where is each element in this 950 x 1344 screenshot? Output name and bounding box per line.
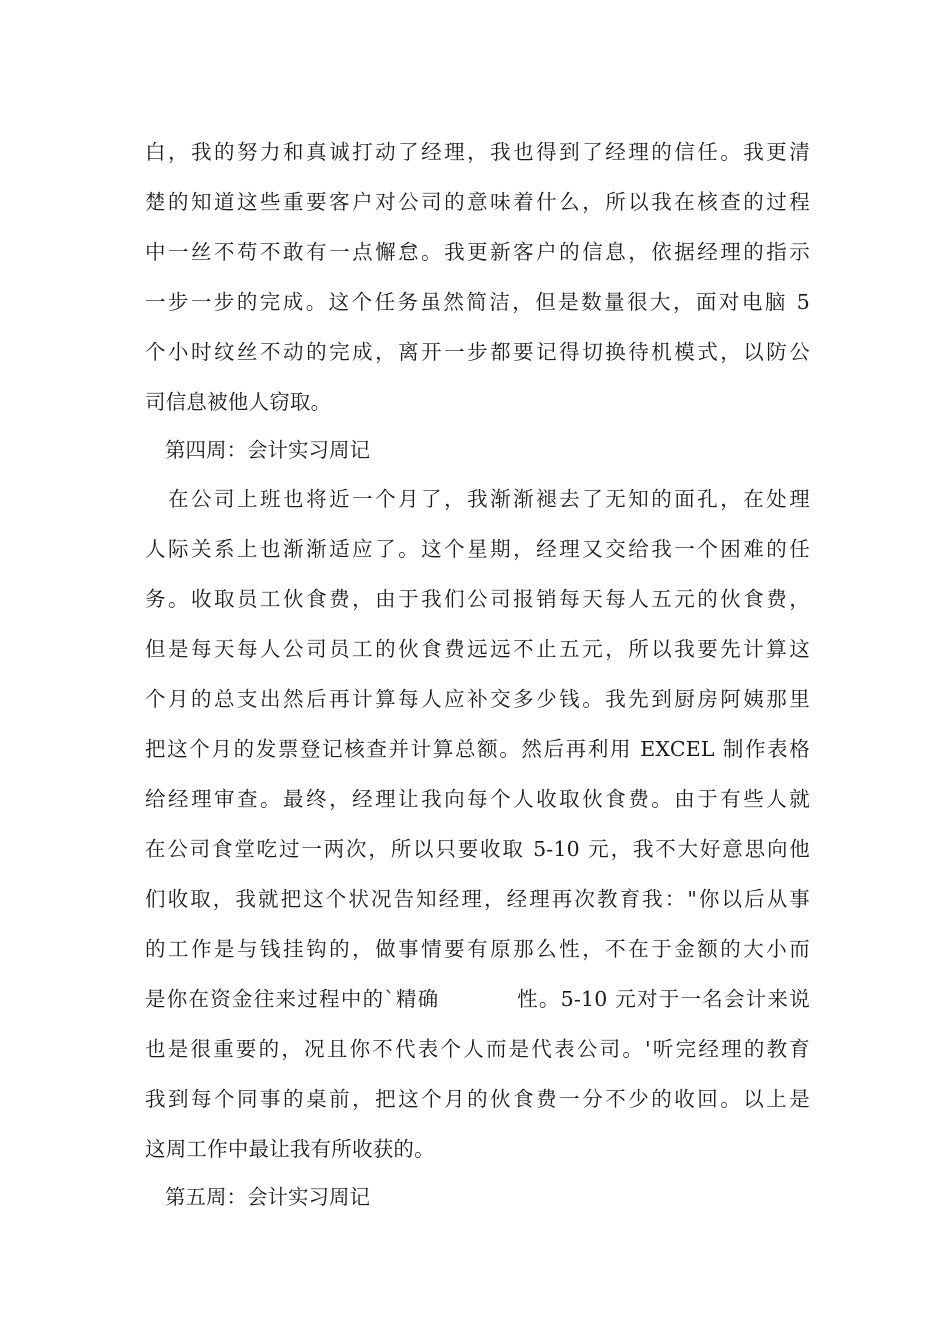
paragraph-line: 把这个月的发票登记核查并计算总额。然后再利用 EXCEL 制作表格 [145,737,810,761]
paragraph-line: 楚的知道这些重要客户对公司的意味着什么，所以我在核查的过程 [145,190,810,214]
paragraph-line: 但是每天每人公司员工的伙食费远远不止五元，所以我要先计算这 [145,637,810,661]
paragraph-line: 这周工作中最让我有所收获的。 [145,1137,435,1161]
paragraph-line: 个小时纹丝不动的完成，离开一步都要记得切换待机模式，以防公 [145,340,810,364]
paragraph-line: 中一丝不苟不敢有一点懈怠。我更新客户的信息，依据经理的指示 [145,240,810,264]
paragraph-line: 个月的总支出然后再计算每人应补交多少钱。我先到厨房阿姨那里 [145,687,810,711]
section-heading-week4: 第四周：会计实习周记 [165,438,370,462]
paragraph-line: 司信息被他人窃取。 [145,390,332,414]
paragraph-line: 我到每个同事的桌前，把这个月的伙食费一分不少的收回。以上是 [145,1087,810,1111]
paragraph-line: 在公司食堂吃过一两次，所以只要收取 5-10 元，我不大好意思向他 [145,837,810,861]
paragraph-line: 白，我的努力和真诚打动了经理，我也得到了经理的信任。我更清 [145,140,810,164]
paragraph-line: 一步一步的完成。这个任务虽然简洁，但是数量很大，面对电脑 5 [145,290,810,314]
paragraph-line: 也是很重要的，况且你不代表个人而是代表公司。'听完经理的教育 [145,1037,810,1061]
paragraph-line: 是你在资金往来过程中的`精确 性。5-10 元对于一名会计来说 [145,987,810,1011]
section-heading-week5: 第五周：会计实习周记 [165,1185,370,1209]
paragraph-line: 给经理审查。最终，经理让我向每个人收取伙食费。由于有些人就 [145,787,810,811]
paragraph-line: 的工作是与钱挂钩的，做事情要有原那么性，不在于金额的大小而 [145,937,810,961]
paragraph-line: 在公司上班也将近一个月了，我渐渐褪去了无知的面孔，在处理 [168,487,810,511]
paragraph-line: 们收取，我就把这个状况告知经理，经理再次教育我："你以后从事 [145,887,810,911]
paragraph-line: 务。收取员工伙食费，由于我们公司报销每天每人五元的伙食费， [145,587,810,611]
paragraph-line: 人际关系上也渐渐适应了。这个星期，经理又交给我一个困难的任 [145,537,810,561]
